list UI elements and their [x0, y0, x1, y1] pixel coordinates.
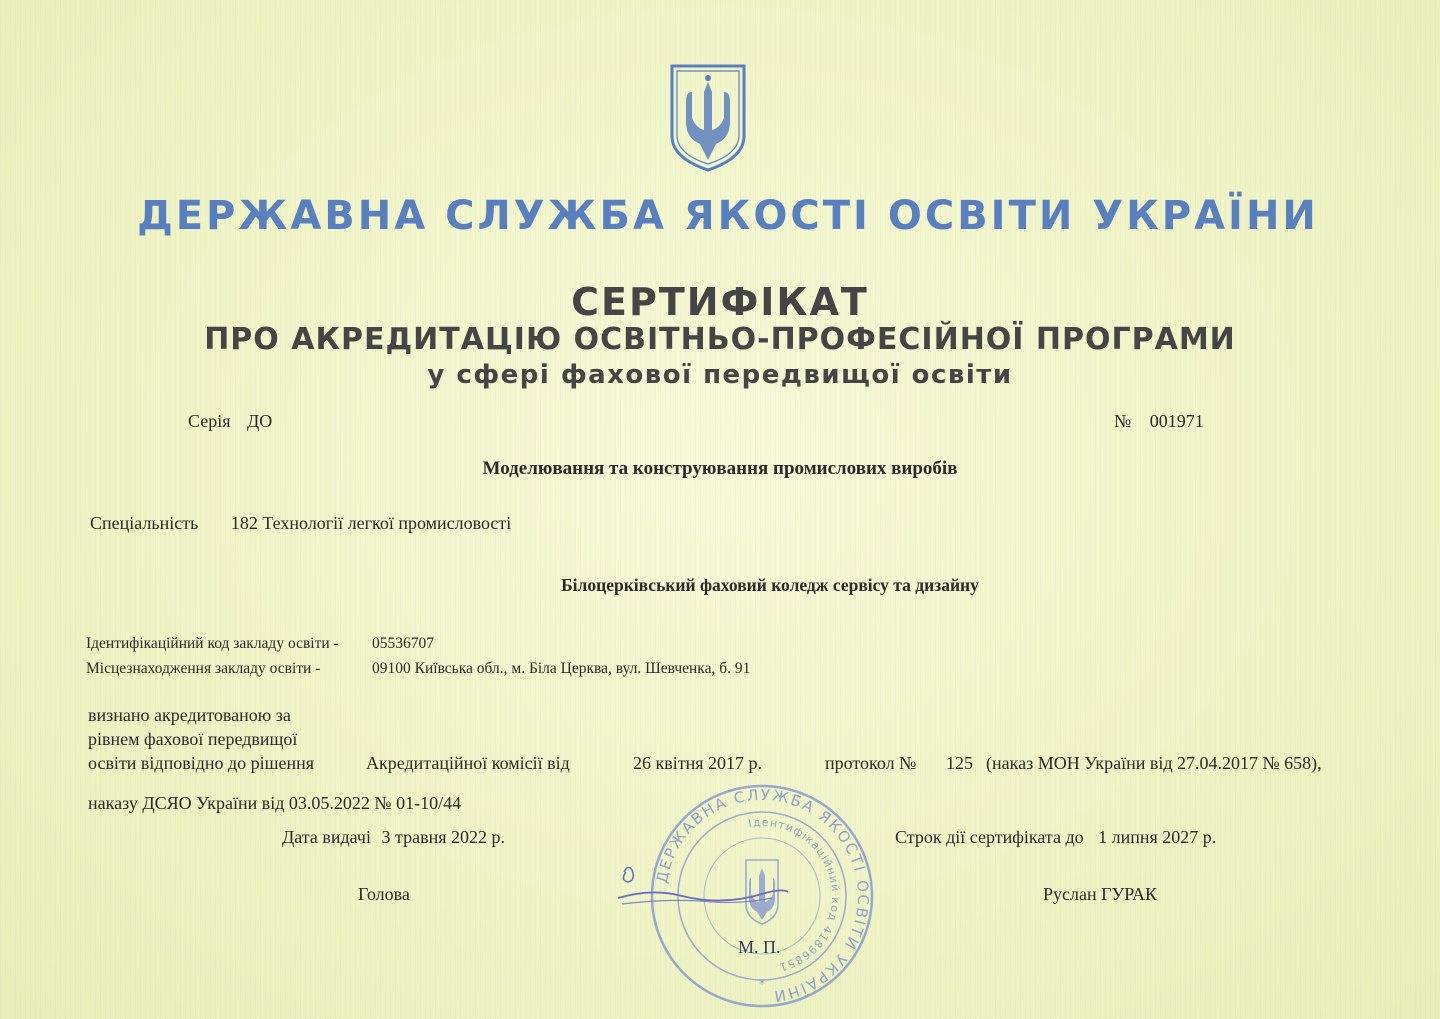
protocol-label: протокол № — [825, 753, 917, 773]
location-label: Місцезнаходження закладу освіти - — [86, 660, 321, 677]
issue-date-label: Дата видачі — [282, 827, 371, 847]
stamp-outer-text: ДЕРЖАВНА СЛУЖБА ЯКОСТІ ОСВІТИ УКРАЇНИ — [652, 785, 873, 1006]
number-label: № — [1114, 411, 1132, 431]
accreditation-line-2: рівнем фахової передвищої — [88, 729, 298, 749]
coat-of-arms-icon — [668, 62, 748, 174]
series-value: ДО — [247, 411, 273, 431]
number-value: 001971 — [1149, 411, 1204, 431]
accreditation-line-3: освіти відповідно до рішення — [88, 753, 315, 773]
stamp-place-mark: М. П. — [738, 937, 781, 957]
svg-text:*: * — [759, 977, 765, 991]
issue-date-row — [282, 827, 505, 848]
specialty-row — [90, 513, 511, 534]
stamp-inner-text: Ідентифікаційний код 41896851 — [747, 815, 843, 974]
identification-code-value: 05536707 — [372, 635, 434, 652]
order-dsyao: наказу ДСЯО України від 03.05.2022 № 01-10/44 — [88, 793, 462, 813]
program-name: Моделювання та конструювання промислових виробів — [482, 458, 958, 479]
head-name: Руслан ГУРАК — [1043, 884, 1157, 904]
protocol-value: 125 — [946, 753, 973, 773]
accreditation-commission: Акредитаційної комісії від — [366, 753, 570, 773]
accreditation-line-1: визнано акредитованою за — [88, 705, 291, 725]
head-label: Голова — [358, 884, 410, 904]
validity-row — [895, 827, 1216, 848]
specialty-label: Спеціальність — [90, 513, 199, 533]
identification-code-label: Ідентифікаційний код закладу освіти - — [86, 635, 339, 652]
issue-date-value: 3 травня 2022 р. — [381, 827, 505, 847]
validity-value: 1 липня 2027 р. — [1098, 827, 1217, 847]
institution-name: Білоцерківський фаховий коледж сервісу та дизайну — [561, 575, 979, 595]
series-label: Серія — [188, 411, 231, 431]
accreditation-commission-date: 26 квітня 2017 р. — [633, 753, 763, 773]
certificate-sphere: у сфері фахової передвищої освіти — [427, 360, 1013, 390]
series-row — [188, 411, 272, 432]
validity-label: Строк дії сертифіката до — [895, 827, 1084, 847]
certificate-title: СЕРТИФІКАТ — [571, 280, 869, 324]
certificate-subtitle: ПРО АКРЕДИТАЦІЮ ОСВІТНЬО-ПРОФЕСІЙНОЇ ПРОГРАМИ — [204, 322, 1236, 357]
specialty-value: 182 Технології легкої промисловості — [230, 513, 512, 533]
signature — [612, 858, 792, 918]
location-value: 09100 Київська обл., м. Біла Церква, вул. Шевченка, б. 91 — [372, 660, 751, 677]
number-row — [1114, 411, 1204, 432]
agency-name: ДЕРЖАВНА СЛУЖБА ЯКОСТІ ОСВІТИ УКРАЇНИ — [137, 193, 1319, 239]
order-note: (наказ МОН України від 27.04.2017 № 658), — [986, 753, 1322, 773]
